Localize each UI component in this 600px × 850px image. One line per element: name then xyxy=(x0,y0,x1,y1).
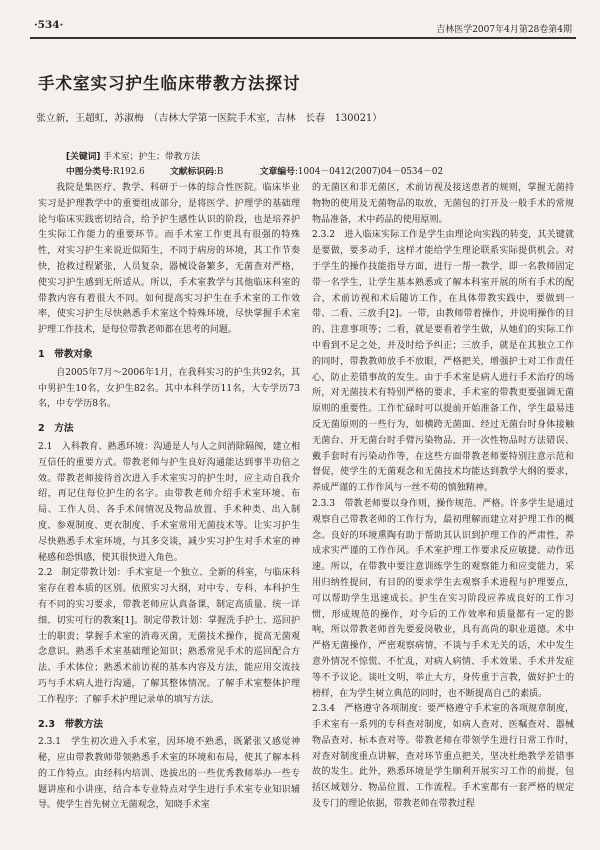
section-2-2: 2.2 制定带教计划：手术室是一个独立、全新的科室，与临床科室存在着本质的区别。依照实习大纲，对中专、专科、本科护生有不同的实习要求，带教老师应认真备课，制定高质量、统一详细、切实可行的教案[1]。制定带教计划：掌握洗手护士、巡回护士的职责；掌握手术室的消毒灭菌，无菌技术操作，提高无菌观念意识。熟悉手术室基础理论知识；熟悉常见手术的巡回配合方法、手术体位；熟悉术前访视的基本内容及方法，能应用交流技巧与手术病人进行沟通，了解其整体情况。了解手术室整体护理工作程序；了解手术护理记录单的填写方法。 xyxy=(38,568,300,705)
article-title: 手术室实习护生临床带教方法探讨 xyxy=(38,74,301,93)
keywords-row xyxy=(66,149,200,162)
intro-paragraph: 我院是集医疗、教学、科研于一体的综合性医院。临床毕业实习是护理教学中的重要组成部分，是将医学、护理学的基础理论与临床实践密切结合，给予护生感性认识的阶段，也是培养护生实际工作能力的重要环节。而手术室工作更具有很强的特殊性，对实习护生来说近似陌生，不同于病房的环境，其工作节奏快，抢救过程紧张，人员复杂，器械设备繁多，无菌查对严格，使实习护生感到无所适从。所以，手术室教学与其他临床科室的带教内容有着很大不同。如何提高实习护生在手术室的工作效率，使实习护生尽快熟悉手术室这个特殊环境，尽快掌握手术室护理工作技术，是每位带教老师都在思考的问题。 xyxy=(38,183,300,336)
journal-header: 吉林医学2007年4月第28卷第4期 xyxy=(436,25,572,35)
page-number: ·534· xyxy=(34,19,64,31)
section-2-3-4: 2.3.4 严格遵守各项制度：要严格遵守手术室的各项规章制度，手术室有一系列的专科查对制度，如病人查对、医嘱查对、器械物品查对、标本查对等。带教老师在带领学生进行日常工作时，对查对制度重点讲解，查对环节重点把关，坚决杜绝教学差错事故的发生。此外，熟悉环境是学生顺利开展实习工作的前提，包括区域划分、物品位置、工作流程。手术室都有一套严格的规定及专门的理论依据，带教老师在带教过程 xyxy=(312,704,574,810)
section-2-3-heading: 2.3 带教方法 xyxy=(38,718,103,730)
cls-label: 中图分类号 xyxy=(66,167,110,177)
article-no-value: :1004－0412(2007)04－0534－02 xyxy=(294,167,444,177)
authors-line: 张立新，王超虹，苏淑梅 （吉林大学第一医院手术室，吉林 长春 130021） xyxy=(36,113,382,124)
right-column xyxy=(312,181,574,813)
doc-code-label: 文献标识码 xyxy=(169,167,214,177)
article-no-label: 文章编号 xyxy=(259,167,295,177)
section-1-heading: 1 带教对象 xyxy=(38,348,93,360)
cls-value: :R192.6 xyxy=(110,167,145,177)
classification-row xyxy=(66,164,443,177)
section-2-3-1: 2.3.1 学生初次进入手术室，因环境不熟悉，既紧张又感觉神秘，应由带教教师带领熟悉手术室的环境和布局，使其了解本科的工作特点。由经科内培训、选拔出的一些优秀教师举办一些专题讲座和小讲座，结合本专业特点对学生进行手术室专业知识辅导。使学生首先树立无菌观念，知晓手术室 xyxy=(38,737,300,811)
continued-paragraph: 的无菌区和非无菌区，术前访视及接送患者的规则，掌握无菌持物物的使用及无菌物品的取放，无菌包的打开及一般手术的常规物品准备，术中药品的使用原则。 xyxy=(312,183,574,225)
doc-code-value: :B xyxy=(213,167,224,177)
keywords-value: 手术室；护生；带教方法 xyxy=(103,152,201,162)
keywords-label: [关键词] xyxy=(66,152,101,162)
section-2-3-3: 2.3.3 带教老师要以身作则，操作规范、严格。许多学生是通过观察自己带教老师的工作行为，最初理解而建立对护理工作的概念。良好的环境熏陶有助于帮助其认识到护理工作的严肃性，养成求实严谨的工作作风。手术室护理工作要求反应敏捷、动作迅速。所以，在带教中要注意训练学生的观察能力和应变能力，采用归纳性提问，有目的的要求学生去观察手术进程与护理要点，可以帮助学生迅速成长。护生在实习阶段应养成良好的工作习惯，形成规范的操作，对今后的工作效率和质量都有一定的影响，所以带教老师首先要爱岗敬业，具有高尚的职业道德。术中严格无菌操作，严密观察病情，不谈与手术无关的话，术中发生意外情况不惊慌、不忙乱，对病人病情、手术效果、手术并发症等不予议论。谈吐文明，举止大方，身传重于言教，做好护士的榜样，在为学生树立典范的同时，也不断提高自己的素质。 xyxy=(312,498,574,699)
section-1-body: 自2005年7月～2006年1月，在我科实习的护生共92名，其中男护生10名，女护生82名。其中本科学历11名，大专学历73名，中专学历8名。 xyxy=(38,367,300,410)
section-2-heading: 2 方法 xyxy=(38,423,74,435)
section-2-1: 2.1 入科教育、熟悉环境：沟通是人与人之间消除隔阂，建立相互信任的重要方式。带教老师与护生良好沟通能达到事半功倍之效。带教老师接待首次进入手术室实习的护生时，应主动自我介绍，再记住每位护生的名字。由带教老师介绍手术室环境、布局、工作人员、各手术间情况及物品放置、手术种类、出入制度、参观制度、更衣制度、手术室常用无菌技术等。让实习护生尽快熟悉手术室环境，与其多交谈，减少实习护生对手术室的神秘感和恐惧感，使其很快进入角色。 xyxy=(38,441,300,563)
header-rule xyxy=(30,37,576,39)
left-column xyxy=(38,181,300,814)
section-2-3-2: 2.3.2 进入临床实际工作是学生由理论向实践的转变，其关键就是要做，要多动手，这样才能给学生理论联系实际提供机会。对于学生的操作技能指导方面，进行一帮一教学，即一名教师固定带一名学生，让学生基本熟悉或了解本科室开展的所有手术的配合，术前访视和术后随访工作，在具体带教实践中，要做到一带、二看、三放手[2]。一带，由教师带着操作，并说明操作的目的、注意事项等；二看，就是要看着学生做，从她们的实际工作中看到不足之处，并及时给予纠正；三放手，就是在其独立工作的同时，带教教师放手不放眼，严格把关，增强护士对工作责任心，防止差错事故的发生。由于手术室是病人进行手术治疗的场所，对无菌技术有特别严格的要求，手术室的带教更要强调无菌原则的重要性。工作忙碌时可以提前开始准备工作，学生最易违反无菌原则的一些行为，如横跨无菌面、经过无菌台时身体接触无菌台、开无菌台时手臂污染物品、开一次性物品时方法错误、戴手套时有污染动作等，在这些方面带教老师要特别注意示范和督促，使学生的无菌观念和无菌技术均能达到教学大纲的要求，养成严谨的工作作风与一丝不苟的慎独精神。 xyxy=(312,230,574,494)
